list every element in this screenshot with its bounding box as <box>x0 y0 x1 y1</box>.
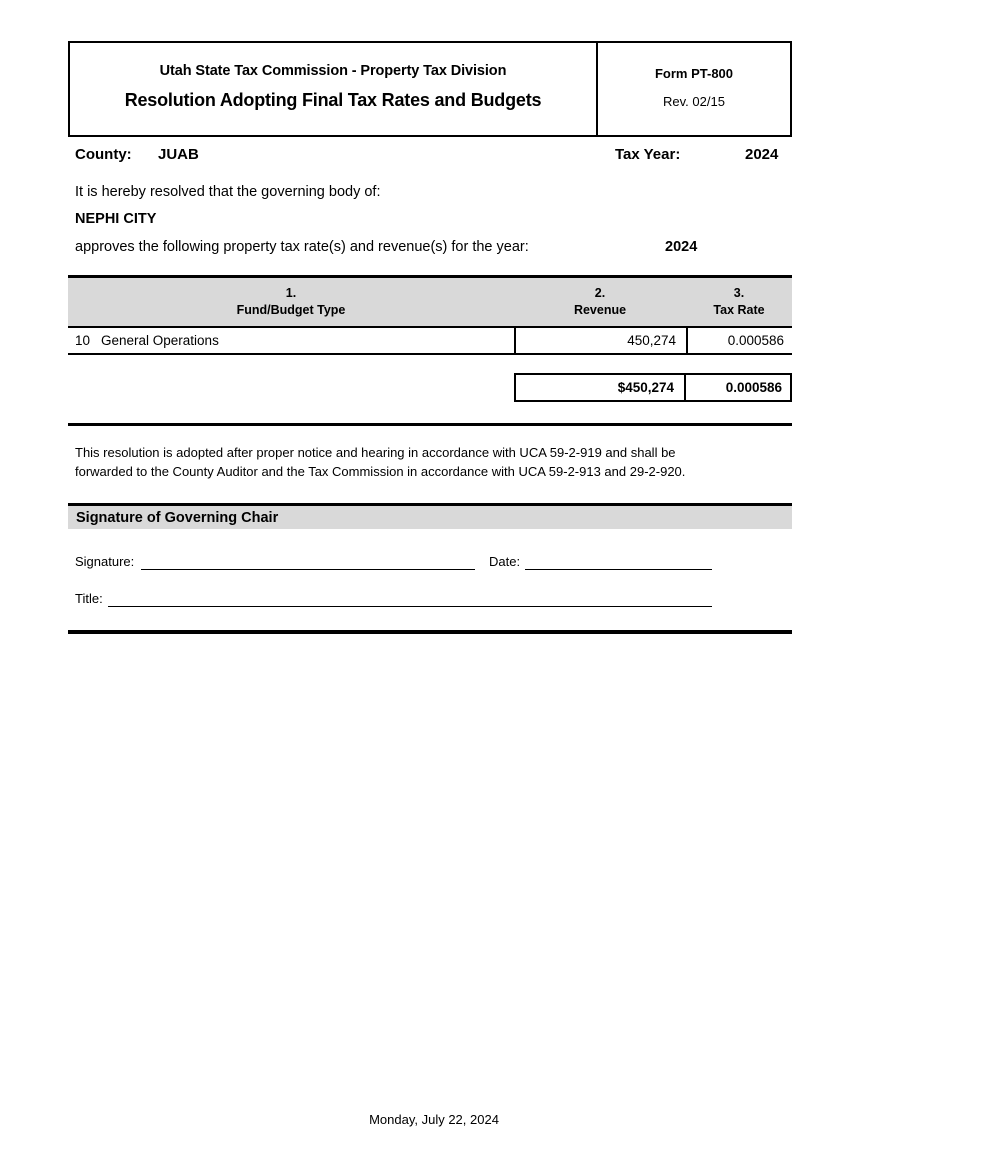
total-tax-rate: 0.000586 <box>684 375 790 400</box>
form-revision: Rev. 02/15 <box>663 93 725 109</box>
date-label: Date: <box>489 554 521 569</box>
title-input-line[interactable] <box>108 606 712 607</box>
column-number-2: 2. <box>594 285 606 300</box>
form-meta-cell <box>598 43 790 135</box>
signature-label: Signature: <box>75 554 135 569</box>
column-label-revenue: Revenue <box>573 302 627 317</box>
column-number-3: 3. <box>733 285 745 300</box>
agency-title: Utah State Tax Commission - Property Tax Division <box>159 63 507 79</box>
approves-year: 2024 <box>665 239 698 255</box>
approves-line: approves the following property tax rate(s) and revenue(s) for the year: <box>75 239 529 255</box>
table-header-row <box>68 278 792 326</box>
signature-banner-title: Signature of Governing Chair <box>76 509 279 526</box>
cell-revenue: 450,274 <box>514 328 686 353</box>
column-number-1: 1. <box>285 285 297 300</box>
fund-code: 10 <box>75 333 91 348</box>
page-bottom-rule <box>68 630 792 634</box>
county-value: JUAB <box>158 146 199 163</box>
county-label: County: <box>75 146 132 163</box>
total-revenue: $450,274 <box>617 380 674 395</box>
table-row <box>68 326 792 355</box>
tax-year-value: 2024 <box>745 146 779 163</box>
resolution-intro: It is hereby resolved that the governing body of: <box>75 184 381 200</box>
form-title-cell <box>70 43 598 135</box>
title-label: Title: <box>75 591 103 606</box>
fund-type-name: General Operations <box>101 333 219 348</box>
entity-name: NEPHI CITY <box>75 211 157 227</box>
form-header-box <box>68 41 792 137</box>
tax-year-label: Tax Year: <box>615 146 681 163</box>
column-label-fund-type: Fund/Budget Type <box>236 302 346 317</box>
column-header-tax-rate <box>686 278 792 326</box>
cell-fund-type <box>68 328 514 353</box>
tax-rate-table <box>68 275 792 355</box>
footer-printed-date: Monday, July 22, 2024 <box>369 1112 499 1127</box>
column-header-revenue <box>514 278 686 326</box>
table-bottom-rule <box>68 423 792 426</box>
signature-banner <box>68 506 792 529</box>
form-number: Form PT-800 <box>654 65 734 81</box>
column-header-fund-type <box>68 278 514 326</box>
signature-input-line[interactable] <box>141 569 475 570</box>
table-total-row <box>514 373 792 402</box>
document-title: Resolution Adopting Final Tax Rates and Budgets <box>124 90 542 110</box>
date-input-line[interactable] <box>525 569 712 570</box>
resolution-statement: This resolution is adopted after proper notice and hearing in accordance with UCA 59-2-919 and shall be forwarded to the County Auditor and the Tax Commission in accordance with UCA 59-2-913 and 29-2-920. <box>75 445 686 479</box>
cell-tax-rate: 0.000586 <box>686 328 792 353</box>
column-label-tax-rate: Tax Rate <box>713 302 765 317</box>
